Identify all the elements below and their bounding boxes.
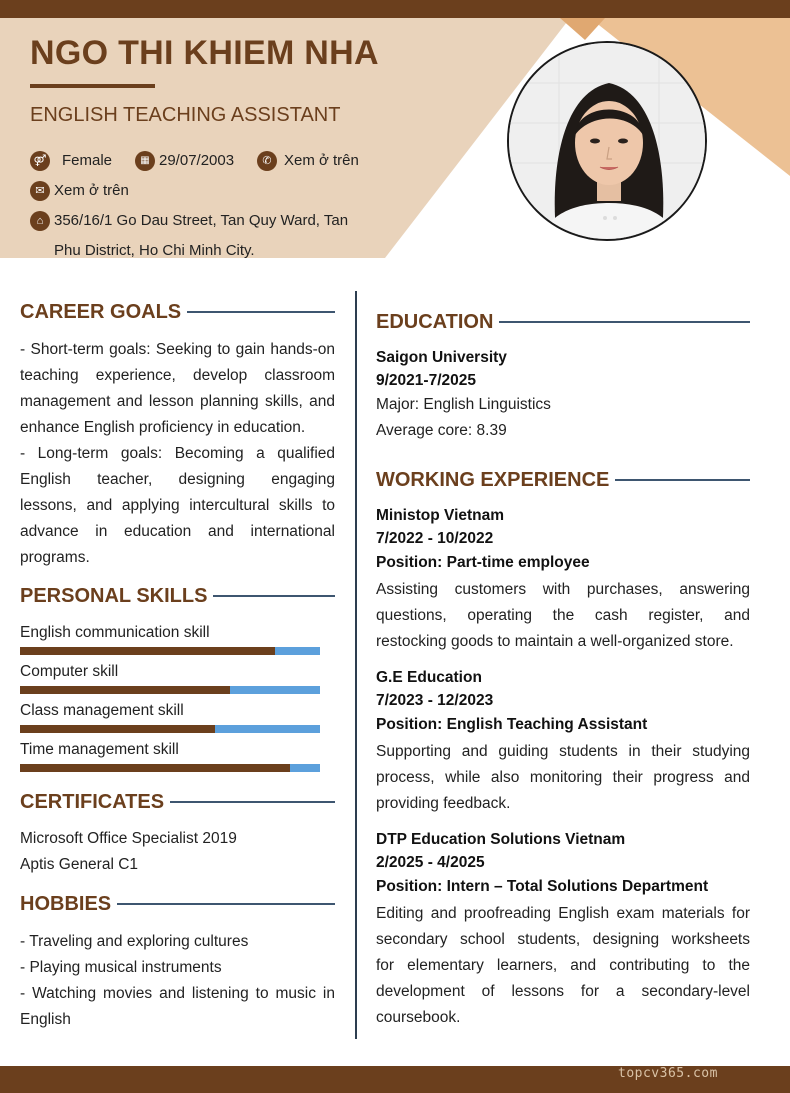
company-name: G.E Education xyxy=(376,669,482,686)
job-period: 7/2022 - 10/2022 xyxy=(376,530,494,547)
name-underline xyxy=(30,84,155,88)
company-name: DTP Education Solutions Vietnam xyxy=(376,831,626,848)
career-goals-line: teaching experience, develop classroom xyxy=(20,367,335,384)
career-goals-line: - Short-term goals: Seeking to gain hands-on xyxy=(20,341,335,358)
birthdate-value: 29/07/2003 xyxy=(159,152,235,169)
job-description xyxy=(376,577,750,655)
job-description-line: Assisting customers with purchases, answering xyxy=(376,581,750,598)
skill-bar xyxy=(20,725,320,733)
job-description-line: for elementary learners, and contributing to the xyxy=(376,957,750,974)
skill-label: Time management skill xyxy=(20,741,179,758)
candidate-position: ENGLISH TEACHING ASSISTANT xyxy=(30,104,341,126)
hobbies-text xyxy=(20,929,335,1033)
school-name: Saigon University xyxy=(376,349,507,366)
skill-bar-fill xyxy=(20,647,275,655)
job-description xyxy=(376,901,750,1031)
candidate-name: NGO THI KHIEM NHA xyxy=(30,34,379,72)
job-description-line: providing feedback. xyxy=(376,795,511,812)
email-icon: ✉ xyxy=(30,181,50,201)
footer-site[interactable]: topcv365.com xyxy=(618,1066,718,1081)
calendar-icon: ▦ xyxy=(135,151,155,171)
certificates-rule xyxy=(156,801,335,803)
hobby-line: - Playing musical instruments xyxy=(20,959,222,976)
hobbies-rule xyxy=(109,903,335,905)
job-description-line: restocking goods to maintain a well-organized store. xyxy=(376,633,734,650)
certificate-item: Aptis General C1 xyxy=(20,856,139,873)
career-goals-line: - Long-term goals: Becoming a qualified xyxy=(20,445,335,462)
skill-label: Class management skill xyxy=(20,702,184,719)
skill-bar-fill xyxy=(20,725,215,733)
profile-photo xyxy=(507,41,707,241)
job-description-line: coursebook. xyxy=(376,1009,461,1026)
email-value: Xem ở trên xyxy=(54,182,129,199)
skill-label: Computer skill xyxy=(20,663,119,680)
education-major: Major: English Linguistics xyxy=(376,396,551,413)
education-period: 9/2021-7/2025 xyxy=(376,372,476,389)
hobby-line: - Watching movies and listening to music in xyxy=(20,985,335,1002)
skill-bar xyxy=(20,647,320,655)
job-description xyxy=(376,739,750,817)
hobby-line: English xyxy=(20,1011,71,1028)
skill-bar-fill xyxy=(20,764,290,772)
job-position: Position: Intern – Total Solutions Department xyxy=(376,878,709,895)
education-score: Average core: 8.39 xyxy=(376,422,507,439)
column-divider xyxy=(355,291,357,1039)
job-position: Position: English Teaching Assistant xyxy=(376,716,648,733)
skill-label: English communication skill xyxy=(20,624,210,641)
home-icon: ⌂ xyxy=(30,211,50,231)
career-goals-line: enhance English proficiency in education. xyxy=(20,419,306,436)
gender-value: Female xyxy=(62,152,113,169)
phone-value: Xem ở trên xyxy=(284,152,359,169)
job-description-line: development of lessons for a secondary-level xyxy=(376,983,750,1000)
company-name: Ministop Vietnam xyxy=(376,507,505,524)
career-goals-line: advance in education and international xyxy=(20,523,335,540)
hobbies-heading: HOBBIES xyxy=(20,892,117,916)
job-period: 7/2023 - 12/2023 xyxy=(376,692,494,709)
certificates-heading: CERTIFICATES xyxy=(20,790,170,814)
address-line-2: Phu District, Ho Chi Minh City. xyxy=(54,242,255,259)
certificate-item: Microsoft Office Specialist 2019 xyxy=(20,830,237,847)
education-heading: EDUCATION xyxy=(376,310,499,334)
job-description-line: Editing and proofreading English exam materials for xyxy=(376,905,750,922)
skill-bar xyxy=(20,764,320,772)
address-line-1: 356/16/1 Go Dau Street, Tan Quy Ward, Tan xyxy=(54,212,349,229)
job-period: 2/2025 - 4/2025 xyxy=(376,854,485,871)
experience-rule xyxy=(593,479,750,481)
career-goals-text xyxy=(20,337,335,571)
job-description-line: secondary school students, designing worksheets xyxy=(376,931,750,948)
job-description-line: questions, operating the cash register, and xyxy=(376,607,750,624)
career-goals-heading: CAREER GOALS xyxy=(20,300,187,324)
skill-bar xyxy=(20,686,320,694)
career-goals-line: management and lesson planning skills, and xyxy=(20,393,335,410)
job-description-line: Supporting and guiding students in their studying xyxy=(376,743,750,760)
career-goals-line: programs. xyxy=(20,549,90,566)
job-position: Position: Part-time employee xyxy=(376,554,590,571)
hobby-line: - Traveling and exploring cultures xyxy=(20,933,249,950)
personal-skills-rule xyxy=(198,595,335,597)
personal-skills-heading: PERSONAL SKILLS xyxy=(20,584,213,608)
education-rule xyxy=(490,321,750,323)
top-bar xyxy=(0,0,790,18)
job-description-line: process, while also monitoring their progress and xyxy=(376,769,750,786)
experience-heading: WORKING EXPERIENCE xyxy=(376,468,615,492)
career-goals-line: lessons, and applying intercultural skills to xyxy=(20,497,335,514)
career-goals-rule xyxy=(168,311,335,313)
career-goals-line: English teacher, designing engaging xyxy=(20,471,335,488)
gender-icon: ⚤ xyxy=(30,151,50,171)
skill-bar-fill xyxy=(20,686,230,694)
phone-icon: ✆ xyxy=(257,151,277,171)
